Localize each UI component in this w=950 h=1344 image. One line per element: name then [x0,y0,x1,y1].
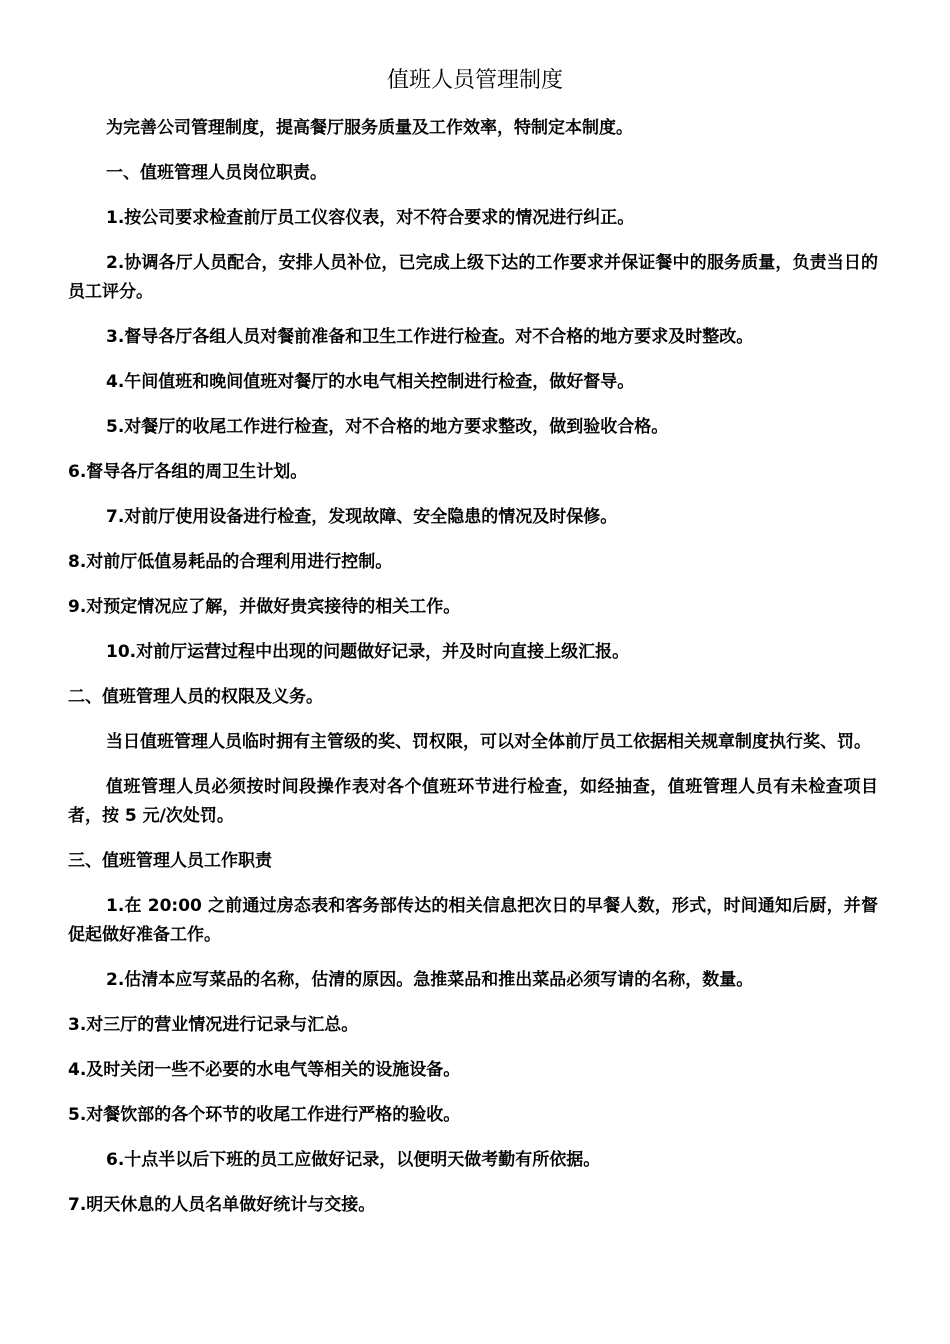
paragraph: 1.按公司要求检查前厅员工仪容仪表，对不符合要求的情况进行纠正。 [106,208,635,228]
paragraph: 8.对前厅低值易耗品的合理利用进行控制。 [68,552,393,572]
paragraph: 4.午间值班和晚间值班对餐厅的水电气相关控制进行检查，做好督导。 [106,372,635,392]
paragraph: 为完善公司管理制度，提高餐厅服务质量及工作效率，特制定本制度。 [106,118,633,138]
document-title: 值班人员管理制度 [386,68,563,93]
paragraph: 3.督导各厅各组人员对餐前准备和卫生工作进行检查。对不合格的地方要求及时整改。 [106,327,754,347]
paragraph: 7.明天休息的人员名单做好统计与交接。 [68,1195,376,1215]
paragraph: 6.十点半以后下班的员工应做好记录，以便明天做考勤有所依据。 [106,1150,601,1170]
paragraph: 4.及时关闭一些不必要的水电气等相关的设施设备。 [68,1060,461,1080]
paragraph: 2.协调各厅人员配合，安排人员补位，已完成上级下达的工作要求并保证餐中的服务质量，负责当日的员工评分。 [68,253,878,302]
document-body [68,114,878,1236]
paragraph: 当日值班管理人员临时拥有主管级的奖、罚权限，可以对全体前厅员工依据相关规章制度执行奖、罚。 [106,732,871,752]
paragraph: 5.对餐厅的收尾工作进行检查，对不合格的地方要求整改，做到验收合格。 [106,417,669,437]
paragraph: 5.对餐饮部的各个环节的收尾工作进行严格的验收。 [68,1105,461,1125]
paragraph: 6.督导各厅各组的周卫生计划。 [68,462,308,482]
paragraph: 二、值班管理人员的权限及义务。 [68,687,323,707]
paragraph: 一、值班管理人员岗位职责。 [106,163,327,183]
paragraph: 3.对三厅的营业情况进行记录与汇总。 [68,1015,359,1035]
paragraph: 7.对前厅使用设备进行检查，发现故障、安全隐患的情况及时保修。 [106,507,618,527]
paragraph: 1.在 20:00 之前通过房态表和客务部传达的相关信息把次日的早餐人数，形式，时间通知后厨，并督促起做好准备工作。 [68,896,878,945]
paragraph: 9.对预定情况应了解，并做好贵宾接待的相关工作。 [68,597,461,617]
paragraph: 10.对前厅运营过程中出现的问题做好记录，并及时向直接上级汇报。 [106,642,630,662]
paragraph: 2.估清本应写菜品的名称，估清的原因。急推菜品和推出菜品必须写请的名称，数量。 [106,970,754,990]
paragraph: 值班管理人员必须按时间段操作表对各个值班环节进行检查，如经抽查，值班管理人员有未检查项目者，按 5 元/次处罚。 [68,777,878,826]
paragraph: 三、值班管理人员工作职责 [68,851,272,871]
